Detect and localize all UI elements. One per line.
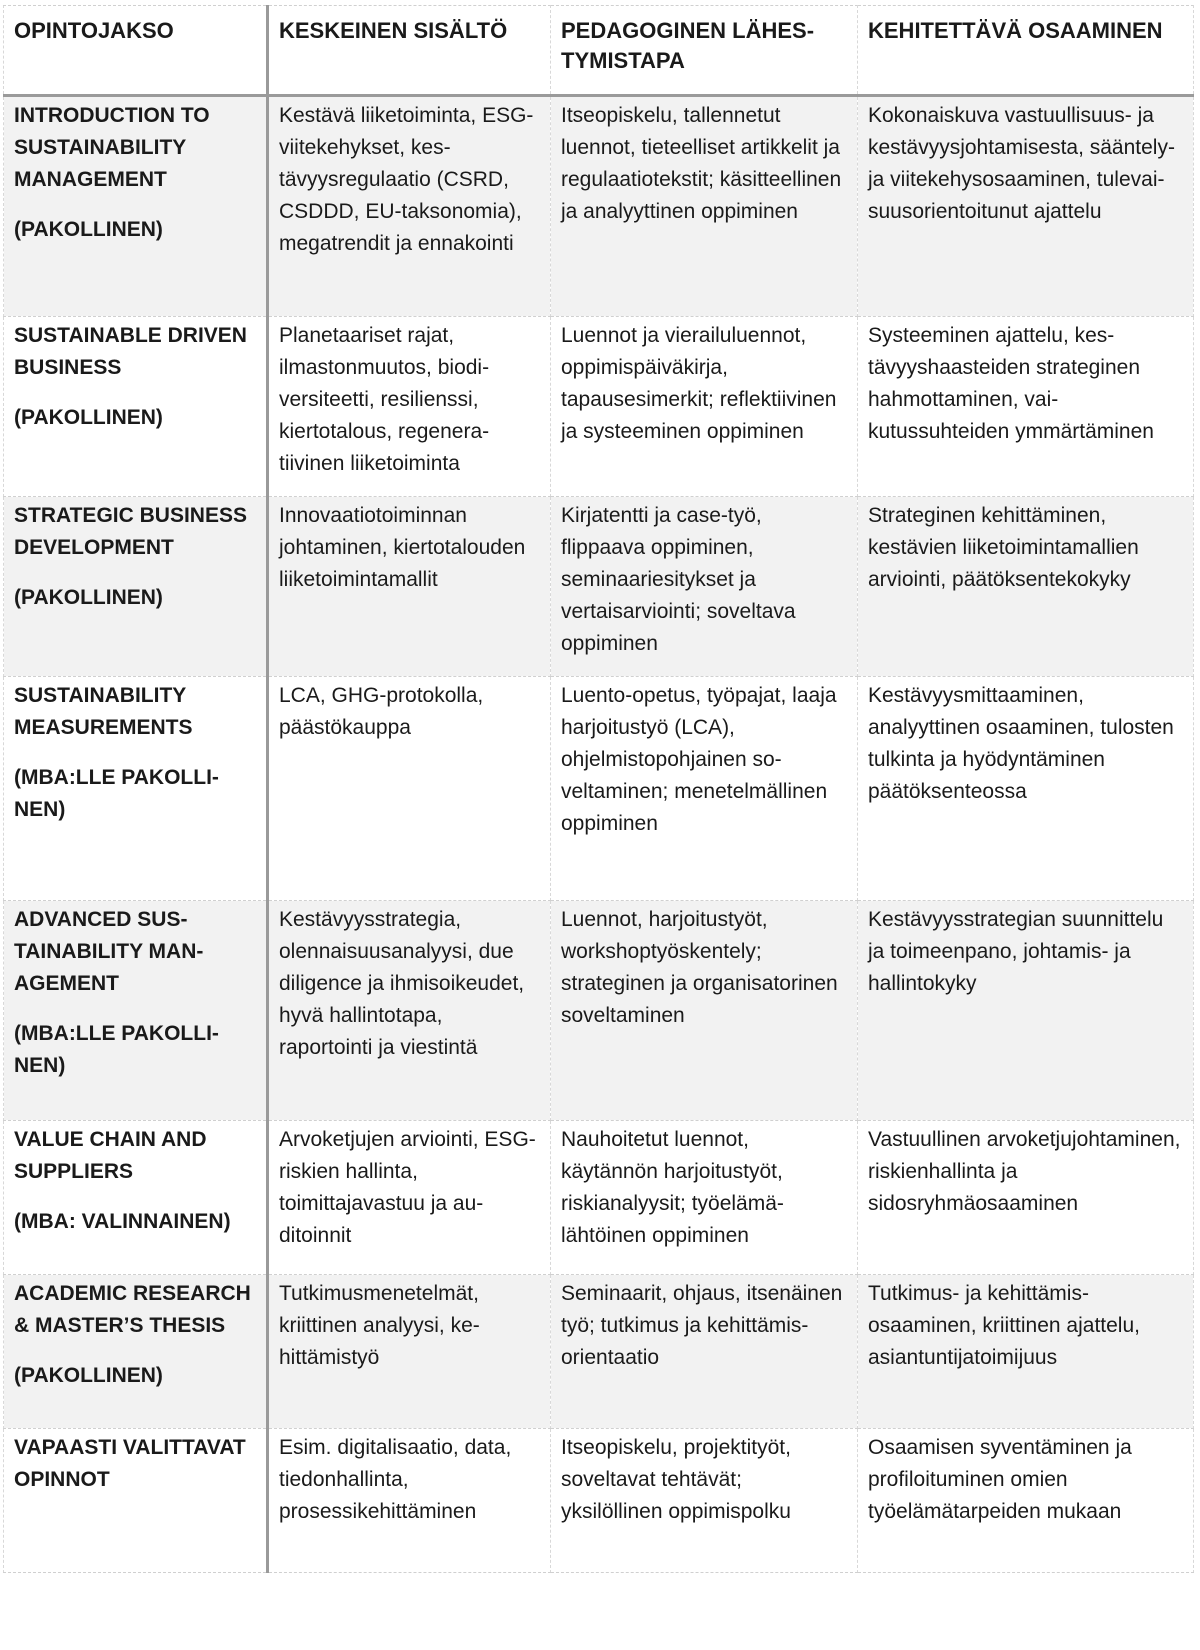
pedagogy-cell bbox=[551, 497, 858, 677]
course-name: INTRODUCTION TO SUSTAINABILITY MANAGEMENT bbox=[14, 104, 210, 191]
header-content: KESKEINEN SISÄLTÖ bbox=[268, 6, 551, 96]
competence-text: Kokonaiskuva vastuullisuus- ja kestävyysjohtamisesta, sääntely ja viitekehysosaaminen, tulevaisuusorientoitunut ajattelu bbox=[868, 104, 1175, 223]
course-cell bbox=[4, 497, 268, 677]
table-row bbox=[4, 497, 1194, 677]
header-row bbox=[4, 6, 1194, 96]
course-name: VALUE CHAIN AND SUPPLIERS bbox=[14, 1128, 207, 1183]
pedagogy-cell bbox=[551, 1275, 858, 1429]
header-course: OPINTOJAKSO bbox=[4, 6, 268, 96]
course-cell bbox=[4, 1275, 268, 1429]
table-row bbox=[4, 317, 1194, 497]
table-row bbox=[4, 1429, 1194, 1573]
table-row bbox=[4, 901, 1194, 1121]
pedagogy-cell bbox=[551, 901, 858, 1121]
course-name: SUSTAINABILITY MEASUREMENTS bbox=[14, 684, 193, 739]
pedagogy-text: Itseopiskelu, projektityöt, soveltavat tehtävät; yksilöllinen oppimispolku bbox=[561, 1436, 791, 1523]
content-text: Kestävä liiketoiminta, ESG-viitekehykset, kestävyysregulaatio (CSRD, CSDDD, EU-taksonomia), megatrendit ja ennakointi bbox=[279, 104, 534, 255]
course-type: (PAKOLLINEN) bbox=[14, 586, 163, 609]
header-pedagogy: PEDAGOGINEN LÄHESTYMISTAPA bbox=[551, 6, 858, 96]
content-text: Innovaatiotoiminnan johtaminen, kiertotalouden liiketoimintamallit bbox=[279, 504, 526, 591]
curriculum-table bbox=[3, 5, 1194, 1573]
table-row bbox=[4, 1275, 1194, 1429]
competence-cell bbox=[858, 1429, 1194, 1573]
course-cell bbox=[4, 677, 268, 901]
competence-cell bbox=[858, 1121, 1194, 1275]
competence-text: Tutkimus- ja kehittämisosaaminen, kriittinen ajattelu, asiantuntijatoimijuus bbox=[868, 1282, 1140, 1369]
competence-cell bbox=[858, 901, 1194, 1121]
content-text: LCA, GHG-protokolla, päästökauppa bbox=[279, 684, 484, 739]
content-cell bbox=[268, 317, 551, 497]
course-cell bbox=[4, 1429, 268, 1573]
content-cell bbox=[268, 1429, 551, 1573]
course-type: (MBA:LLE PAKOLLINEN) bbox=[14, 1022, 219, 1077]
competence-cell bbox=[858, 96, 1194, 317]
competence-text: Systeeminen ajattelu, kestävyyshaasteiden strateginen hahmottaminen, vaikutussuhteiden ymmärtäminen bbox=[868, 324, 1154, 443]
competence-text: Osaamisen syventäminen ja profiloituminen omien työelämätarpeiden mukaan bbox=[868, 1436, 1132, 1523]
pedagogy-text: Itseopiskelu, tallennetut luennot, tieteelliset artikkelit ja regulaatiotekstit; käsitteellinen ja analyyttinen oppiminen bbox=[561, 104, 842, 223]
course-name: ADVANCED SUSTAINABILITY MANAGEMENT bbox=[14, 908, 204, 995]
pedagogy-text: Kirjatentti ja case-työ, flippaava oppiminen, seminaariesitykset ja vertaisarviointi; soveltava oppiminen bbox=[561, 504, 796, 655]
competence-text: Kestävyysmittaaminen, analyyttinen osaaminen, tulosten tulkinta ja hyödyntäminen päätöksenteossa bbox=[868, 684, 1174, 803]
course-cell bbox=[4, 96, 268, 317]
course-type: (PAKOLLINEN) bbox=[14, 406, 163, 429]
table-row bbox=[4, 1121, 1194, 1275]
table-row bbox=[4, 96, 1194, 317]
pedagogy-cell bbox=[551, 1429, 858, 1573]
header-competence: KEHITETTÄVÄ OSAAMINEN bbox=[858, 6, 1194, 96]
course-cell bbox=[4, 317, 268, 497]
competence-cell bbox=[858, 317, 1194, 497]
content-text: Kestävyysstrategia, olennaisuusanalyysi, due diligence ja ihmisoikeudet, hyvä hallintotapa, raportointi ja viestintä bbox=[279, 908, 525, 1059]
competence-cell bbox=[858, 497, 1194, 677]
competence-text: Vastuullinen arvoketjujohtaminen, riskienhallinta ja sidosryhmäosaaminen bbox=[868, 1128, 1181, 1215]
course-type: (MBA: VALINNAINEN) bbox=[14, 1210, 231, 1233]
competence-cell bbox=[858, 677, 1194, 901]
pedagogy-text: Nauhoitetut luennot, käytännön harjoitustyöt, riskianalyysit; työelämälähtöinen oppiminen bbox=[561, 1128, 784, 1247]
competence-text: Kestävyysstrategian suunnittelu ja toimeenpano, johtamis- ja hallintokyky bbox=[868, 908, 1164, 995]
course-type: (MBA:LLE PAKOLLINEN) bbox=[14, 766, 219, 821]
course-name: SUSTAINABLE DRIVEN BUSINESS bbox=[14, 324, 247, 379]
content-cell bbox=[268, 1121, 551, 1275]
course-type: (PAKOLLINEN) bbox=[14, 1364, 163, 1387]
content-cell bbox=[268, 901, 551, 1121]
pedagogy-text: Luennot ja vierailuluennot, oppimispäiväkirja, tapausesimerkit; reflektiivinen ja systeeminen oppiminen bbox=[561, 324, 837, 443]
pedagogy-cell bbox=[551, 1121, 858, 1275]
course-cell bbox=[4, 1121, 268, 1275]
pedagogy-cell bbox=[551, 317, 858, 497]
course-name: VAPAASTI VALITTAVAT OPINNOT bbox=[14, 1436, 246, 1491]
pedagogy-cell bbox=[551, 677, 858, 901]
table-row bbox=[4, 677, 1194, 901]
content-text: Esim. digitalisaatio, data, tiedonhallinta, prosessikehittäminen bbox=[279, 1436, 512, 1523]
content-text: Planetaariset rajat, ilmastonmuutos, biodiversiteetti, resilienssi, kiertotalous, regeneratiivinen liiketoiminta bbox=[279, 324, 490, 475]
pedagogy-cell bbox=[551, 96, 858, 317]
course-cell bbox=[4, 901, 268, 1121]
content-cell bbox=[268, 1275, 551, 1429]
competence-cell bbox=[858, 1275, 1194, 1429]
content-cell bbox=[268, 677, 551, 901]
pedagogy-text: Seminaarit, ohjaus, itsenäinen työ; tutkimus ja kehittämisorientaatio bbox=[561, 1282, 843, 1369]
pedagogy-text: Luento-opetus, työpajat, laaja harjoitustyö (LCA), ohjelmistopohjainen soveltaminen; menetelmällinen oppiminen bbox=[561, 684, 837, 835]
pedagogy-text: Luennot, harjoitustyöt, workshoptyöskentely; strateginen ja organisatorinen soveltaminen bbox=[561, 908, 838, 1027]
content-cell bbox=[268, 96, 551, 317]
content-text: Tutkimusmenetelmät, kriittinen analyysi, kehittämistyö bbox=[279, 1282, 480, 1369]
course-name: STRATEGIC BUSINESS DEVELOPMENT bbox=[14, 504, 247, 559]
course-type: (PAKOLLINEN) bbox=[14, 218, 163, 241]
content-text: Arvoketjujen arviointi, ESG-riskien hallinta, toimittajavastuu ja auditoinnit bbox=[279, 1128, 536, 1247]
content-cell bbox=[268, 497, 551, 677]
competence-text: Strateginen kehittäminen, kestävien liiketoimintamallien arviointi, päätöksentekokyky bbox=[868, 504, 1139, 591]
course-name: ACADEMIC RESEARCH & MASTER’S THESIS bbox=[14, 1282, 251, 1337]
